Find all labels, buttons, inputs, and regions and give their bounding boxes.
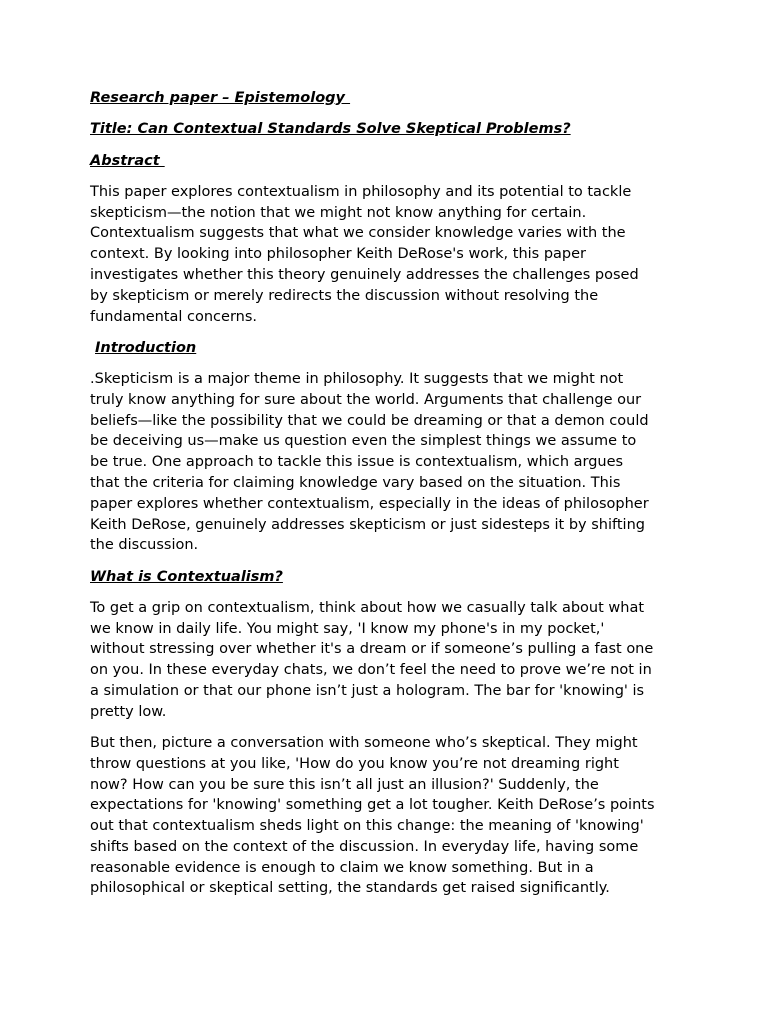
text-line: beliefs—like the possibility that we could be dreaming or that a demon could [90, 412, 649, 429]
text-line: shifts based on the context of the discussion. In everyday life, having some [90, 838, 639, 855]
abstract-heading: Abstract [90, 152, 165, 169]
text-line: To get a grip on contextualism, think about how we casually talk about what [90, 599, 645, 616]
text-line: philosophical or skeptical setting, the standards get raised significantly. [90, 880, 610, 897]
text-line: context. By looking into philosopher Keith DeRose's work, this paper [90, 246, 587, 263]
introduction-paragraph [90, 369, 684, 556]
text-line: Contextualism suggests that what we consider knowledge varies with the [90, 225, 626, 242]
contextualism-heading: What is Contextualism? [90, 568, 283, 585]
text-line: be deceiving us—make us question even the simplest things we assume to [90, 433, 637, 450]
text-line: pretty low. [90, 703, 167, 720]
text-line: without stressing over whether it's a dream or if someone’s pulling a fast one [90, 641, 654, 658]
text-line: a simulation or that our phone isn’t just a hologram. The bar for 'knowing' is [90, 683, 645, 700]
text-line: .Skepticism is a major theme in philosophy. It suggests that we might not [90, 371, 624, 388]
text-line: be true. One approach to tackle this issue is contextualism, which argues [90, 454, 624, 471]
abstract-paragraph [90, 182, 684, 328]
text-line: by skepticism or merely redirects the discussion without resolving the [90, 287, 599, 304]
text-line: expectations for 'knowing' something get a lot tougher. Keith DeRose’s points [90, 797, 655, 814]
introduction-heading: Introduction [95, 339, 197, 356]
text-line: out that contextualism sheds light on this change: the meaning of 'knowing' [90, 818, 644, 835]
text-line: reasonable evidence is enough to claim we know something. But in a [90, 859, 594, 876]
text-line: now? How can you be sure this isn’t all just an illusion?' Suddenly, the [90, 776, 599, 793]
document-page [90, 88, 684, 910]
text-line: Keith DeRose, genuinely addresses skepticism or just sidesteps it by shifting [90, 516, 645, 533]
category-heading: Research paper – Epistemology [90, 90, 351, 106]
text-line: on you. In these everyday chats, we don’t feel the need to prove we’re not in [90, 662, 652, 679]
text-line: the discussion. [90, 537, 199, 554]
title-heading: Title: Can Contextual Standards Solve Skeptical Problems? [90, 121, 571, 138]
text-line: But then, picture a conversation with someone who’s skeptical. They might [90, 734, 638, 751]
contextualism-paragraph-1 [90, 598, 684, 723]
text-line: paper explores whether contextualism, especially in the ideas of philosopher [90, 495, 649, 512]
text-line: throw questions at you like, 'How do you know you’re not dreaming right [90, 755, 619, 772]
text-line: skepticism—the notion that we might not know anything for certain. [90, 204, 587, 221]
text-line: that the criteria for claiming knowledge vary based on the situation. This [90, 475, 621, 492]
text-line: fundamental concerns. [90, 308, 258, 325]
text-line: truly know anything for sure about the world. Arguments that challenge our [90, 391, 642, 408]
text-line: we know in daily life. You might say, 'I know my phone's in my pocket,' [90, 620, 605, 637]
text-line: investigates whether this theory genuinely addresses the challenges posed [90, 267, 639, 284]
text-line: This paper explores contextualism in philosophy and its potential to tackle [90, 183, 632, 200]
introduction-heading-row [90, 338, 684, 359]
contextualism-paragraph-2 [90, 733, 684, 899]
